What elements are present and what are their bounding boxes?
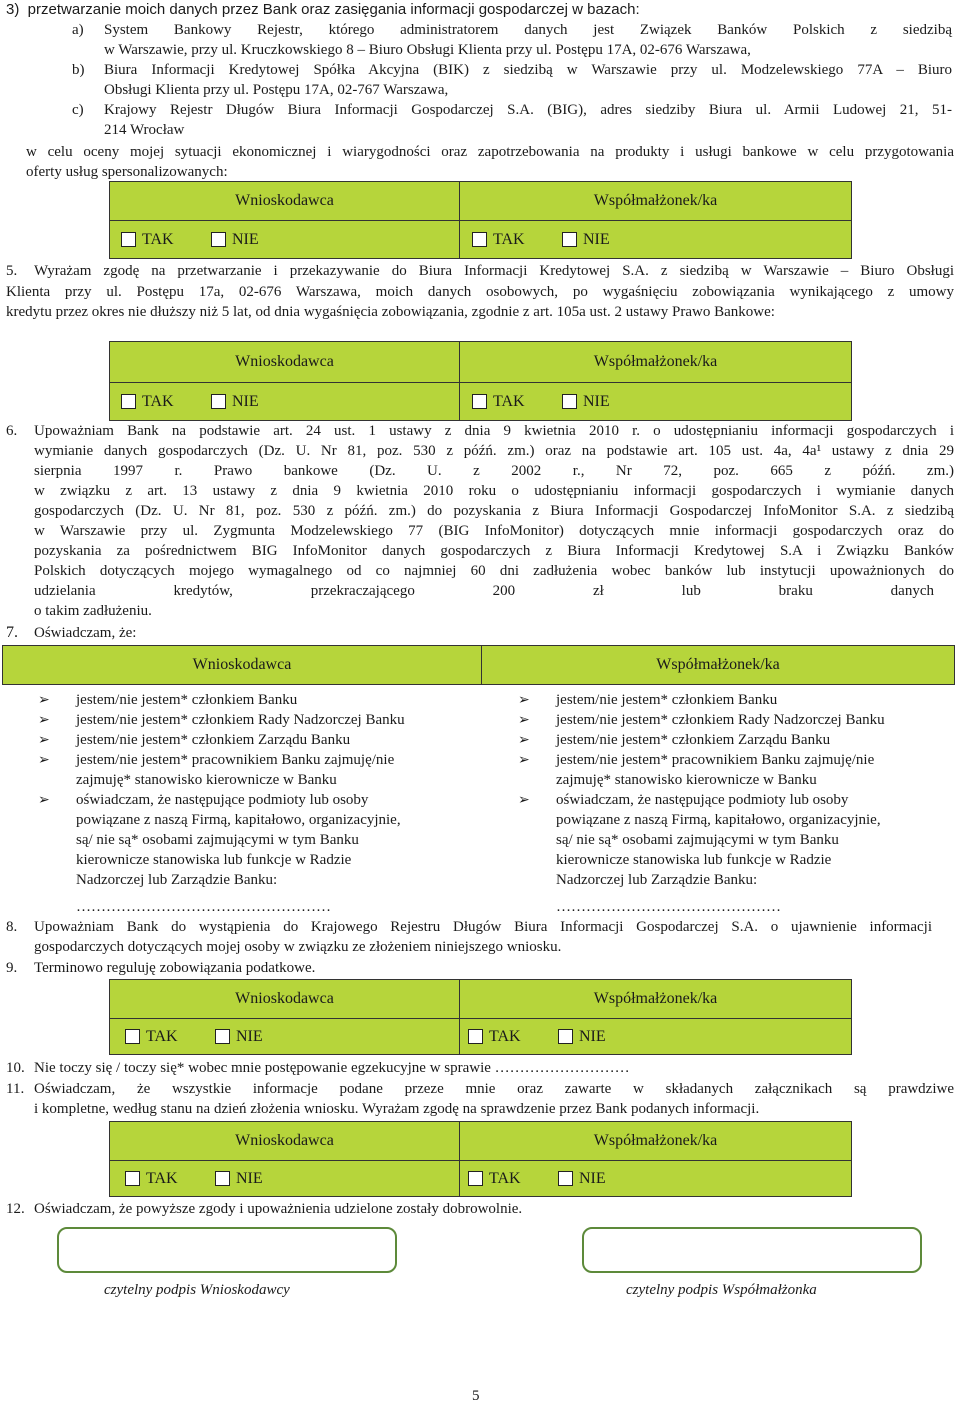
applicant-yes-label: TAK <box>142 393 174 410</box>
item-c-line1: Krajowy Rejestr Długów Biura Informacji Gospodarczej S.A. (BIG), adres siedziby Biura ul. Armii Ludowej 21, 51- <box>104 102 952 118</box>
item6-line5: gospodarczych (Dz. U. Nr 81, poz. 530 z późń. zm.) do pozyskania z Biura Informacji Gospodarczej InfoMonitor S.A. z siedzibą <box>34 503 954 519</box>
item12-text: Oświadczam, że powyższe zgody i upoważnienia udzielone zostały dobrowolnie. <box>34 1201 523 1217</box>
applicant-yes-checkbox[interactable] <box>121 232 136 247</box>
applicant-yes-label: TAK <box>146 1028 178 1045</box>
applicant-no-label: NIE <box>232 231 259 248</box>
item6-line2: wymianie danych gospodarczych (Dz. U. Nr 81, poz. 530 z późń. zm.) oraz na podstawie art. 105 ust. 4a, 4a¹ ustawy z dnia 29 <box>34 443 954 459</box>
item8-line1: Upoważniam Bank do wystąpienia do Krajowego Rejestru Długów Biura Informacji Gospodarczej S.A. o ujawnienie informacji <box>34 919 932 935</box>
purpose-line2: oferty usług spersonalizowanych: <box>26 164 228 180</box>
spouse-yes-label: TAK <box>493 393 525 410</box>
spouse-no-checkbox[interactable] <box>558 1171 573 1186</box>
applicant-declaration-line: kierownicze stanowiska lub funkcje w Radzie <box>76 852 352 868</box>
spouse-yes-checkbox[interactable] <box>472 232 487 247</box>
spouse-declaration-line: są/ nie są* osobami zajmującymi w tym Banku <box>556 832 839 848</box>
applicant-declaration-line: jestem/nie jestem* członkiem Banku <box>76 692 298 708</box>
item-b-line2: Obsługi Klienta przy ul. Postępu 17A, 02-767 Warszawa, <box>104 82 449 98</box>
spouse-declaration-line: powiązane z naszą Firmą, kapitałowo, organizacyjnie, <box>556 812 881 828</box>
spouse-header: Współmałżonek/ka <box>656 656 780 673</box>
item8-line2: gospodarczych dotyczących mojej osoby w związku ze złożeniem niniejszego wniosku. <box>34 939 562 955</box>
page-number: 5 <box>472 1388 480 1404</box>
item-b-label: b) <box>72 62 85 78</box>
spouse-signature-box[interactable] <box>582 1227 922 1273</box>
arrow-bullet-icon: ➢ <box>518 712 530 728</box>
consent-table-5 <box>109 341 852 421</box>
applicant-yes-label: TAK <box>142 231 174 248</box>
arrow-bullet-icon: ➢ <box>38 712 50 728</box>
applicant-yes-checkbox[interactable] <box>125 1029 140 1044</box>
item9-num: 9. <box>6 960 18 976</box>
item7-text: Oświadczam, że: <box>34 625 137 641</box>
arrow-bullet-icon: ➢ <box>38 732 50 748</box>
spouse-declaration-line: jestem/nie jestem* pracownikiem Banku zajmuję/nie <box>556 752 875 768</box>
applicant-declaration-line: oświadczam, że następujące podmioty lub osoby <box>76 792 369 808</box>
item8-num: 8. <box>6 919 18 935</box>
arrow-bullet-icon: ➢ <box>518 732 530 748</box>
spouse-yes-checkbox[interactable] <box>472 394 487 409</box>
spouse-no-checkbox[interactable] <box>562 232 577 247</box>
item9-text: Terminowo reguluję zobowiązania podatkowe. <box>34 960 316 976</box>
spouse-no-checkbox[interactable] <box>558 1029 573 1044</box>
declaration-header-row <box>2 645 955 685</box>
applicant-header: Wnioskodawca <box>192 656 292 673</box>
applicant-header: Wnioskodawca <box>235 353 334 370</box>
applicant-header: Wnioskodawca <box>235 192 334 209</box>
item6-line7: pozyskania za pośrednictwem BIG InfoMonitor danych gospodarczych z Biura Informacji Kredytowej S.A i Związku Banków <box>34 543 954 559</box>
arrow-bullet-icon: ➢ <box>518 752 530 768</box>
consent-table-3 <box>109 181 852 259</box>
spouse-header: Współmałżonek/ka <box>593 990 718 1007</box>
applicant-declaration-line: jestem/nie jestem* członkiem Zarządu Banku <box>76 732 351 748</box>
purpose-line1: w celu oceny mojej sytuacji ekonomicznej i wiarygodności oraz zapotrzebowania na produkty i usługi bankowe w celu przygotowania <box>26 144 954 160</box>
spouse-no-label: NIE <box>579 1170 606 1187</box>
item6-line3: sierpnia 1997 r. Prawo bankowe (Dz. U. z 2002 r., Nr 72, poz. 665 z późń. zm.) <box>34 463 954 479</box>
item11-line2: i kompletne, według stanu na dzień złożenia wniosku. Wyrażam zgodę na sprawdzenie przez Bank podanych informacji. <box>34 1101 760 1117</box>
applicant-declaration-line: jestem/nie jestem* członkiem Rady Nadzorczej Banku <box>76 712 405 728</box>
item5-num: 5. <box>6 263 18 279</box>
applicant-yes-checkbox[interactable] <box>125 1171 140 1186</box>
spouse-declaration-line: jestem/nie jestem* członkiem Banku <box>556 692 778 708</box>
item-a-line2: w Warszawie, przy ul. Kruczkowskiego 8 – Biuro Obsługi Klienta przy ul. Postępu 17A, 02-676 Warszawa, <box>104 42 751 58</box>
section3-intro: 3) przetwarzanie moich danych przez Bank oraz zasięgania informacji gospodarczej w bazach: <box>6 1 640 18</box>
item6-line8: Polskich dotyczących mojego wymagalnego od co najmniej 60 dni zadłużenia wobec banków lub instytucji upoważnionych do <box>34 563 954 579</box>
spouse-yes-label: TAK <box>489 1028 521 1045</box>
applicant-signature-box[interactable] <box>57 1227 397 1273</box>
applicant-header: Wnioskodawca <box>235 990 334 1007</box>
item6-line4: w związku z art. 13 ustawy z dnia 9 kwietnia 2010 roku o udostępnianiu informacji gospodarczych i wymianie danych <box>34 483 954 499</box>
spouse-yes-checkbox[interactable] <box>468 1171 483 1186</box>
item10-text: Nie toczy się / toczy się* wobec mnie postępowanie egzekucyjne w sprawie ……………………… <box>34 1060 630 1076</box>
consent-table-11 <box>109 1121 852 1197</box>
applicant-dots: …………………………………………… <box>76 899 331 915</box>
applicant-declaration-line: zajmuję* stanowisko kierownicze w Banku <box>76 772 337 788</box>
spouse-yes-checkbox[interactable] <box>468 1029 483 1044</box>
spouse-yes-label: TAK <box>489 1170 521 1187</box>
spouse-header: Współmałżonek/ka <box>593 192 718 209</box>
spouse-signature-label: czytelny podpis Współmałżonka <box>626 1282 817 1298</box>
item6-num: 6. <box>6 423 18 439</box>
applicant-no-checkbox[interactable] <box>215 1171 230 1186</box>
arrow-bullet-icon: ➢ <box>518 792 530 808</box>
arrow-bullet-icon: ➢ <box>38 692 50 708</box>
spouse-declaration-line: jestem/nie jestem* członkiem Zarządu Banku <box>556 732 831 748</box>
item5-line3: kredytu przez okres nie dłuższy niż 5 lat, od dnia wygaśnięcia zobowiązania, zgodnie z art. 105a ust. 2 ustawy Prawo Bankowe: <box>6 304 775 320</box>
spouse-no-label: NIE <box>579 1028 606 1045</box>
item-c-label: c) <box>72 102 84 118</box>
spouse-declaration-line: oświadczam, że następujące podmioty lub osoby <box>556 792 849 808</box>
applicant-declaration-line: jestem/nie jestem* pracownikiem Banku zajmuję/nie <box>76 752 395 768</box>
item5-line2: Klienta przy ul. Postępu 17a, 02-676 Warszawa, moich danych osobowych, po wygaśnięciu zobowiązania wynikającego z umowy <box>6 284 954 300</box>
applicant-no-label: NIE <box>232 393 259 410</box>
applicant-yes-label: TAK <box>146 1170 178 1187</box>
spouse-declaration-line: kierownicze stanowiska lub funkcje w Radzie <box>556 852 832 868</box>
spouse-no-checkbox[interactable] <box>562 394 577 409</box>
item6-line9: udzielania kredytów, przekraczającego 200 zł lub braku danych <box>34 583 934 599</box>
arrow-bullet-icon: ➢ <box>38 792 50 808</box>
applicant-declaration-line: Nadzorczej lub Zarządzie Banku: <box>76 872 278 888</box>
item12-num: 12. <box>6 1201 25 1217</box>
applicant-signature-label: czytelny podpis Wnioskodawcy <box>104 1282 290 1298</box>
item7-num: 7. <box>6 624 18 641</box>
item11-line1: Oświadczam, że wszystkie informacje podane przeze mnie oraz zawarte w składanych załącznikach są prawdziwe <box>34 1081 954 1097</box>
spouse-declaration-line: Nadzorczej lub Zarządzie Banku: <box>556 872 758 888</box>
spouse-no-label: NIE <box>583 393 610 410</box>
applicant-declaration-line: powiązane z naszą Firmą, kapitałowo, organizacyjnie, <box>76 812 401 828</box>
item11-num: 11. <box>6 1081 25 1097</box>
spouse-dots: ……………………………………… <box>556 899 781 915</box>
item6-line6: w Warszawie przy ul. Zygmunta Modzelewskiego 77 (BIG InfoMonitor) dotyczących mnie informacji gospodarczych oraz do <box>34 523 954 539</box>
item6-line10: o takim zadłużeniu. <box>34 603 152 619</box>
spouse-header: Współmałżonek/ka <box>593 353 718 370</box>
spouse-yes-label: TAK <box>493 231 525 248</box>
spouse-no-label: NIE <box>583 231 610 248</box>
item10-num: 10. <box>6 1060 25 1076</box>
spouse-header: Współmałżonek/ka <box>593 1132 718 1149</box>
item-c-line2: 214 Wrocław <box>104 122 185 138</box>
item5-line1: Wyrażam zgodę na przetwarzanie i przekazywanie do Biura Informacji Kredytowej S.A. z siedzibą w Warszawie – Biuro Obsługi <box>34 263 954 279</box>
arrow-bullet-icon: ➢ <box>38 752 50 768</box>
item-a-line1: System Bankowy Rejestr, którego administratorem danych jest Związek Banków Polskich z siedzibą <box>104 22 952 38</box>
applicant-header: Wnioskodawca <box>235 1132 334 1149</box>
applicant-no-checkbox[interactable] <box>211 394 226 409</box>
spouse-declaration-line: zajmuję* stanowisko kierownicze w Banku <box>556 772 817 788</box>
applicant-no-label: NIE <box>236 1170 263 1187</box>
item-a-label: a) <box>72 22 84 38</box>
spouse-declaration-line: jestem/nie jestem* członkiem Rady Nadzorczej Banku <box>556 712 885 728</box>
applicant-declaration-line: są/ nie są* osobami zajmującymi w tym Banku <box>76 832 359 848</box>
item6-line1: Upoważniam Bank na podstawie art. 24 ust. 1 ustawy z dnia 9 kwietnia 2010 r. o udostępnianiu informacji gospodarczych i <box>34 423 954 439</box>
applicant-no-checkbox[interactable] <box>211 232 226 247</box>
applicant-no-checkbox[interactable] <box>215 1029 230 1044</box>
applicant-yes-checkbox[interactable] <box>121 394 136 409</box>
consent-table-9 <box>109 979 852 1055</box>
arrow-bullet-icon: ➢ <box>518 692 530 708</box>
applicant-no-label: NIE <box>236 1028 263 1045</box>
item-b-line1: Biura Informacji Kredytowej Spółka Akcyjna (BIK) z siedzibą w Warszawie przy ul. Modzelewskiego 77A – Biuro <box>104 62 952 78</box>
